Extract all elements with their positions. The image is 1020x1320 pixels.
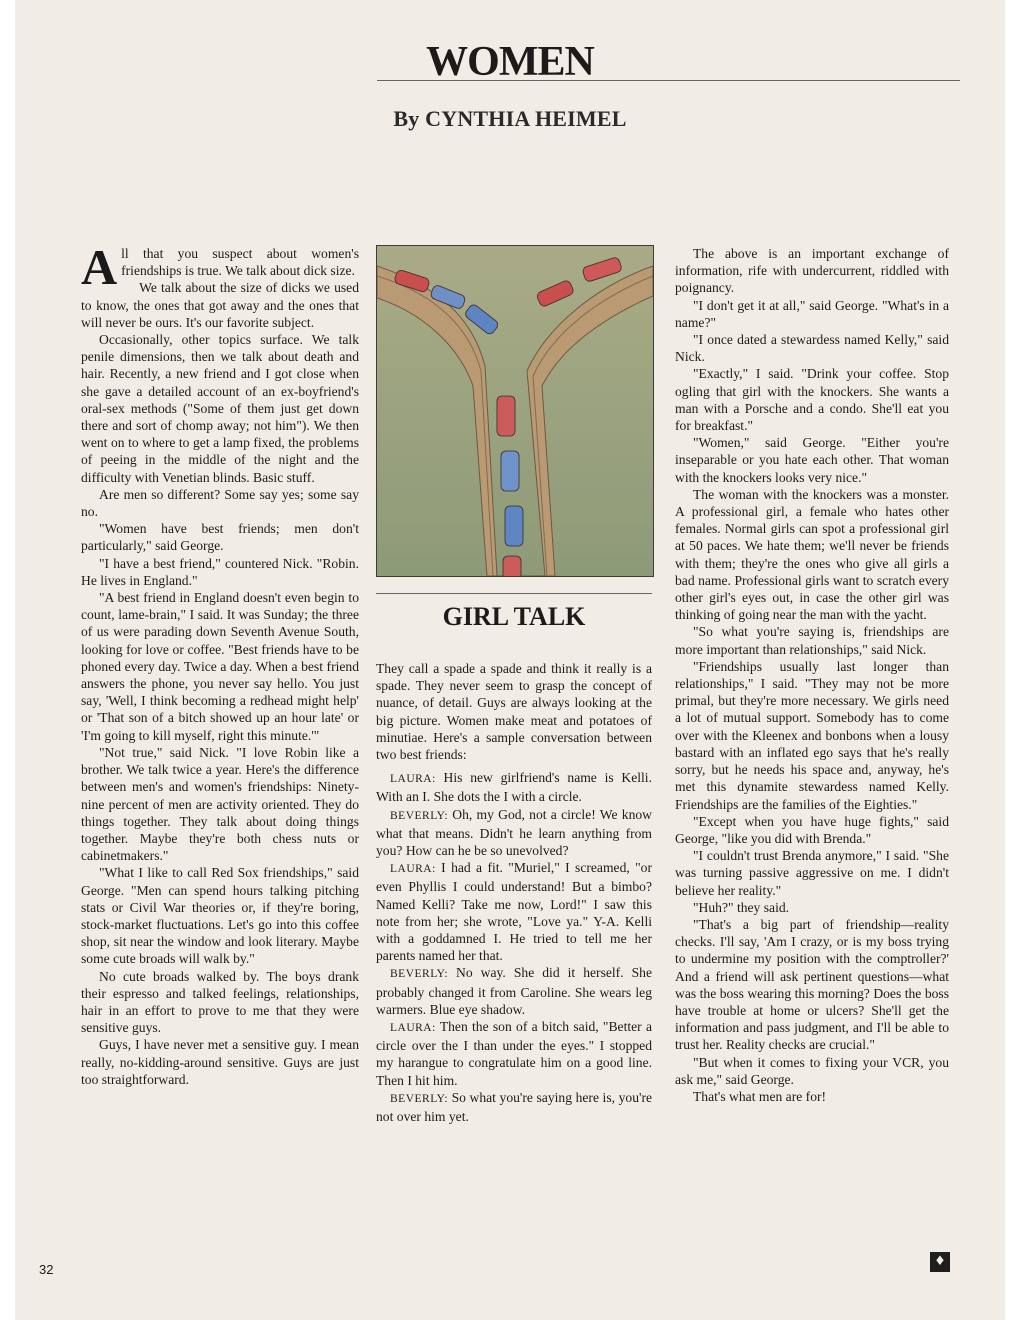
- magazine-page: [15, 0, 1005, 1320]
- paragraph: No cute broads walked by. The boys drank their espresso and talked feelings, relationships, hair in an effort to prove to me that they were sensitive guys.: [81, 968, 359, 1036]
- paragraph: "So what you're saying is, friendships are more important than relationships," said Nick.: [675, 624, 949, 657]
- paragraph: That's what men are for!: [693, 1088, 827, 1104]
- speaker-label: BEVERLY:: [390, 968, 449, 981]
- paragraph: They call a spade a spade and think it really is a spade. They never seem to grasp the concept of nuance, of detail. Guys are always looking at the big picture. Women make meat and potatoes of minutiae. Here's a sample conversation between two best friends:: [376, 661, 652, 763]
- paragraph: We talk about the size of dicks we used to know, the ones that got away and the ones that will never be ours. It's our favorite subject.: [81, 280, 359, 330]
- header-rule: [377, 80, 960, 81]
- column-1: [81, 239, 359, 1088]
- paragraph: "Women have best friends; men don't particularly," said George.: [81, 521, 359, 554]
- section-title: WOMEN: [426, 39, 594, 85]
- paragraph: All that you suspect about women's friendships is true. We talk about dick size.: [81, 239, 359, 295]
- paragraph: "I don't get it at all," said George. "What's in a name?": [675, 297, 949, 330]
- paragraph: Guys, I have never met a sensitive guy. I mean really, no-kidding-around sensitive. Guys are just too straightforward.: [81, 1037, 359, 1087]
- paragraph: "I once dated a stewardess named Kelly," said Nick.: [675, 332, 949, 365]
- drop-cap: A: [81, 239, 118, 295]
- paragraph: Are men so different? Some say yes; some say no.: [81, 486, 359, 520]
- paragraph: The above is an important exchange of information, rife with undercurrent, riddled with poignancy.: [675, 246, 949, 296]
- speaker-label: BEVERLY:: [390, 1092, 449, 1105]
- speaker-label: LAURA:: [390, 1022, 436, 1035]
- speaker-label: LAURA:: [390, 773, 436, 786]
- paragraph: The woman with the knockers was a monster. A professional girl, a female who hates other females. Normal girls can spot a professional girl at 50 paces. We hate them; we'll never be friends with them; they're the ones who give all girls a bad name. Professional girls want to scratch every other girl's eyes out, in case the other girl was thinking of going near the man with the yacht.: [675, 486, 949, 623]
- column-2: [376, 660, 652, 1125]
- bunny-logo-icon: ♦: [930, 1252, 950, 1272]
- article-headline: GIRL TALK: [442, 602, 586, 631]
- paragraph: "Friendships usually last longer than relationships," I said. "They may not be more primal, but they're more necessary. We girls need a lot of mutual support. Somebody has to come over with the Kleenex and bonbons when a lousy bastard with an inflated ego says that he's really sorry, but he needs his space and, anyway, he's met this dynamite stewardess named Kelly. Friendships are the families of the Eighties.": [675, 658, 949, 812]
- paragraph: "A best friend in England doesn't even begin to count, lame-brain," I said. It was Sunday; the three of us were parading down Seventh Avenue South, looking for love or coffee. "Best friends have to be phoned every day. Twice a day. When a best friend answers the phone, you never say hello. You just say, 'Well, I think becoming a redhead might help' or 'That son of a bitch showed up an hour late' or 'I'm going to kill myself, right this minute.'": [81, 590, 359, 743]
- paragraph: "That's a big part of friendship—reality checks. I'll say, 'Am I crazy, or is my boss trying to undermine my position with the comptroller?' And a friend will ask pertinent questions—what was the boss wearing this morning? Does the boss have trouble at home or ulcers? She'll get the information and pass judgment, and I'll be able to trust her. Reality checks are crucial.": [675, 916, 949, 1053]
- column-3: [675, 245, 949, 1105]
- paragraph: "Except when you have huge fights," said George, "like you did with Brenda.": [675, 813, 949, 846]
- byline: By CYNTHIA HEIMEL: [393, 106, 627, 131]
- paragraph: "Exactly," I said. "Drink your coffee. Stop ogling that girl with the knockers. She wants a man with a Porsche and a condo. She'll eat you for breakfast.": [675, 366, 949, 434]
- traffic-jam-illustration: [376, 245, 654, 577]
- paragraph: "Women," said George. "Either you're inseparable or you hate each other. That woman with the knockers looks very nice.": [675, 435, 949, 485]
- page-number: 32: [39, 1262, 54, 1277]
- paragraph: "But when it comes to fixing your VCR, you ask me," said George.: [675, 1054, 949, 1087]
- dialog-line: BEVERLY: No way. She did it herself. She probably changed it from Caroline. She wears leg warmers. Blue eye shadow.: [376, 965, 652, 1017]
- dialog-line: LAURA: I had a fit. "Muriel," I screamed, "or even Phyllis I could understand! But a bimbo? Named Kelli? Take me now, Lord!" I saw this note from her; she wrote, "Love ya." Y-A. Kelli with a goddamned I. He tried to tell me her parents named her that.: [376, 860, 652, 964]
- paragraph: "I couldn't trust Brenda anymore," I said. "She was turning passive aggressive on me. I didn't believe her reality.": [675, 848, 949, 898]
- paragraph: Occasionally, other topics surface. We talk penile dimensions, then we talk about death and hair. Recently, a new friend and I got close when she gave a detailed account of an ex-boyfriend's oral-sex methods ("Some of them just get down there and sort of chomp away; not him"). We then went on to where to get a lamp fixed, the problems of peeing in the middle of the night and the difficulty with Venetian blinds. Basic stuff.: [81, 332, 359, 485]
- paragraph: "Huh?" they said.: [693, 899, 790, 915]
- paragraph: "I have a best friend," countered Nick. "Robin. He lives in England.": [81, 555, 359, 588]
- headline-rule: [376, 593, 652, 594]
- dialog-line: BEVERLY: Oh, my God, not a circle! We know what that means. Didn't he learn anything from you? How can he be so unevolved?: [376, 806, 652, 859]
- paragraph: "Not true," said Nick. "I love Robin like a brother. We talk twice a year. Here's the difference between men's and women's friendships: Ninety-nine percent of men are activity oriented. They do things together. They talk about doing things together. Maybe they're both chess nuts or cabinetmakers.": [81, 744, 359, 864]
- dialog-line: BEVERLY: So what you're saying here is, you're not over him yet.: [376, 1089, 652, 1125]
- paragraph: "What I like to call Red Sox friendships," said George. "Men can spend hours talking pitching stats or Civil War theories or, if they're boring, stock-market fluctuations. Let's go into this coffee shop, sit near the window and look literary. Maybe some cute broads will walk by.": [81, 865, 359, 967]
- dialog-line: LAURA: Then the son of a bitch said, "Better a circle over the I than under the eyes." I stopped my harangue to congratulate him on a good line. Then I hit him.: [376, 1019, 652, 1088]
- dialog-line: LAURA: His new girlfriend's name is Kelli. With an I. She dots the I with a circle.: [376, 770, 652, 805]
- speaker-label: BEVERLY:: [390, 809, 449, 822]
- speaker-label: LAURA:: [390, 863, 436, 876]
